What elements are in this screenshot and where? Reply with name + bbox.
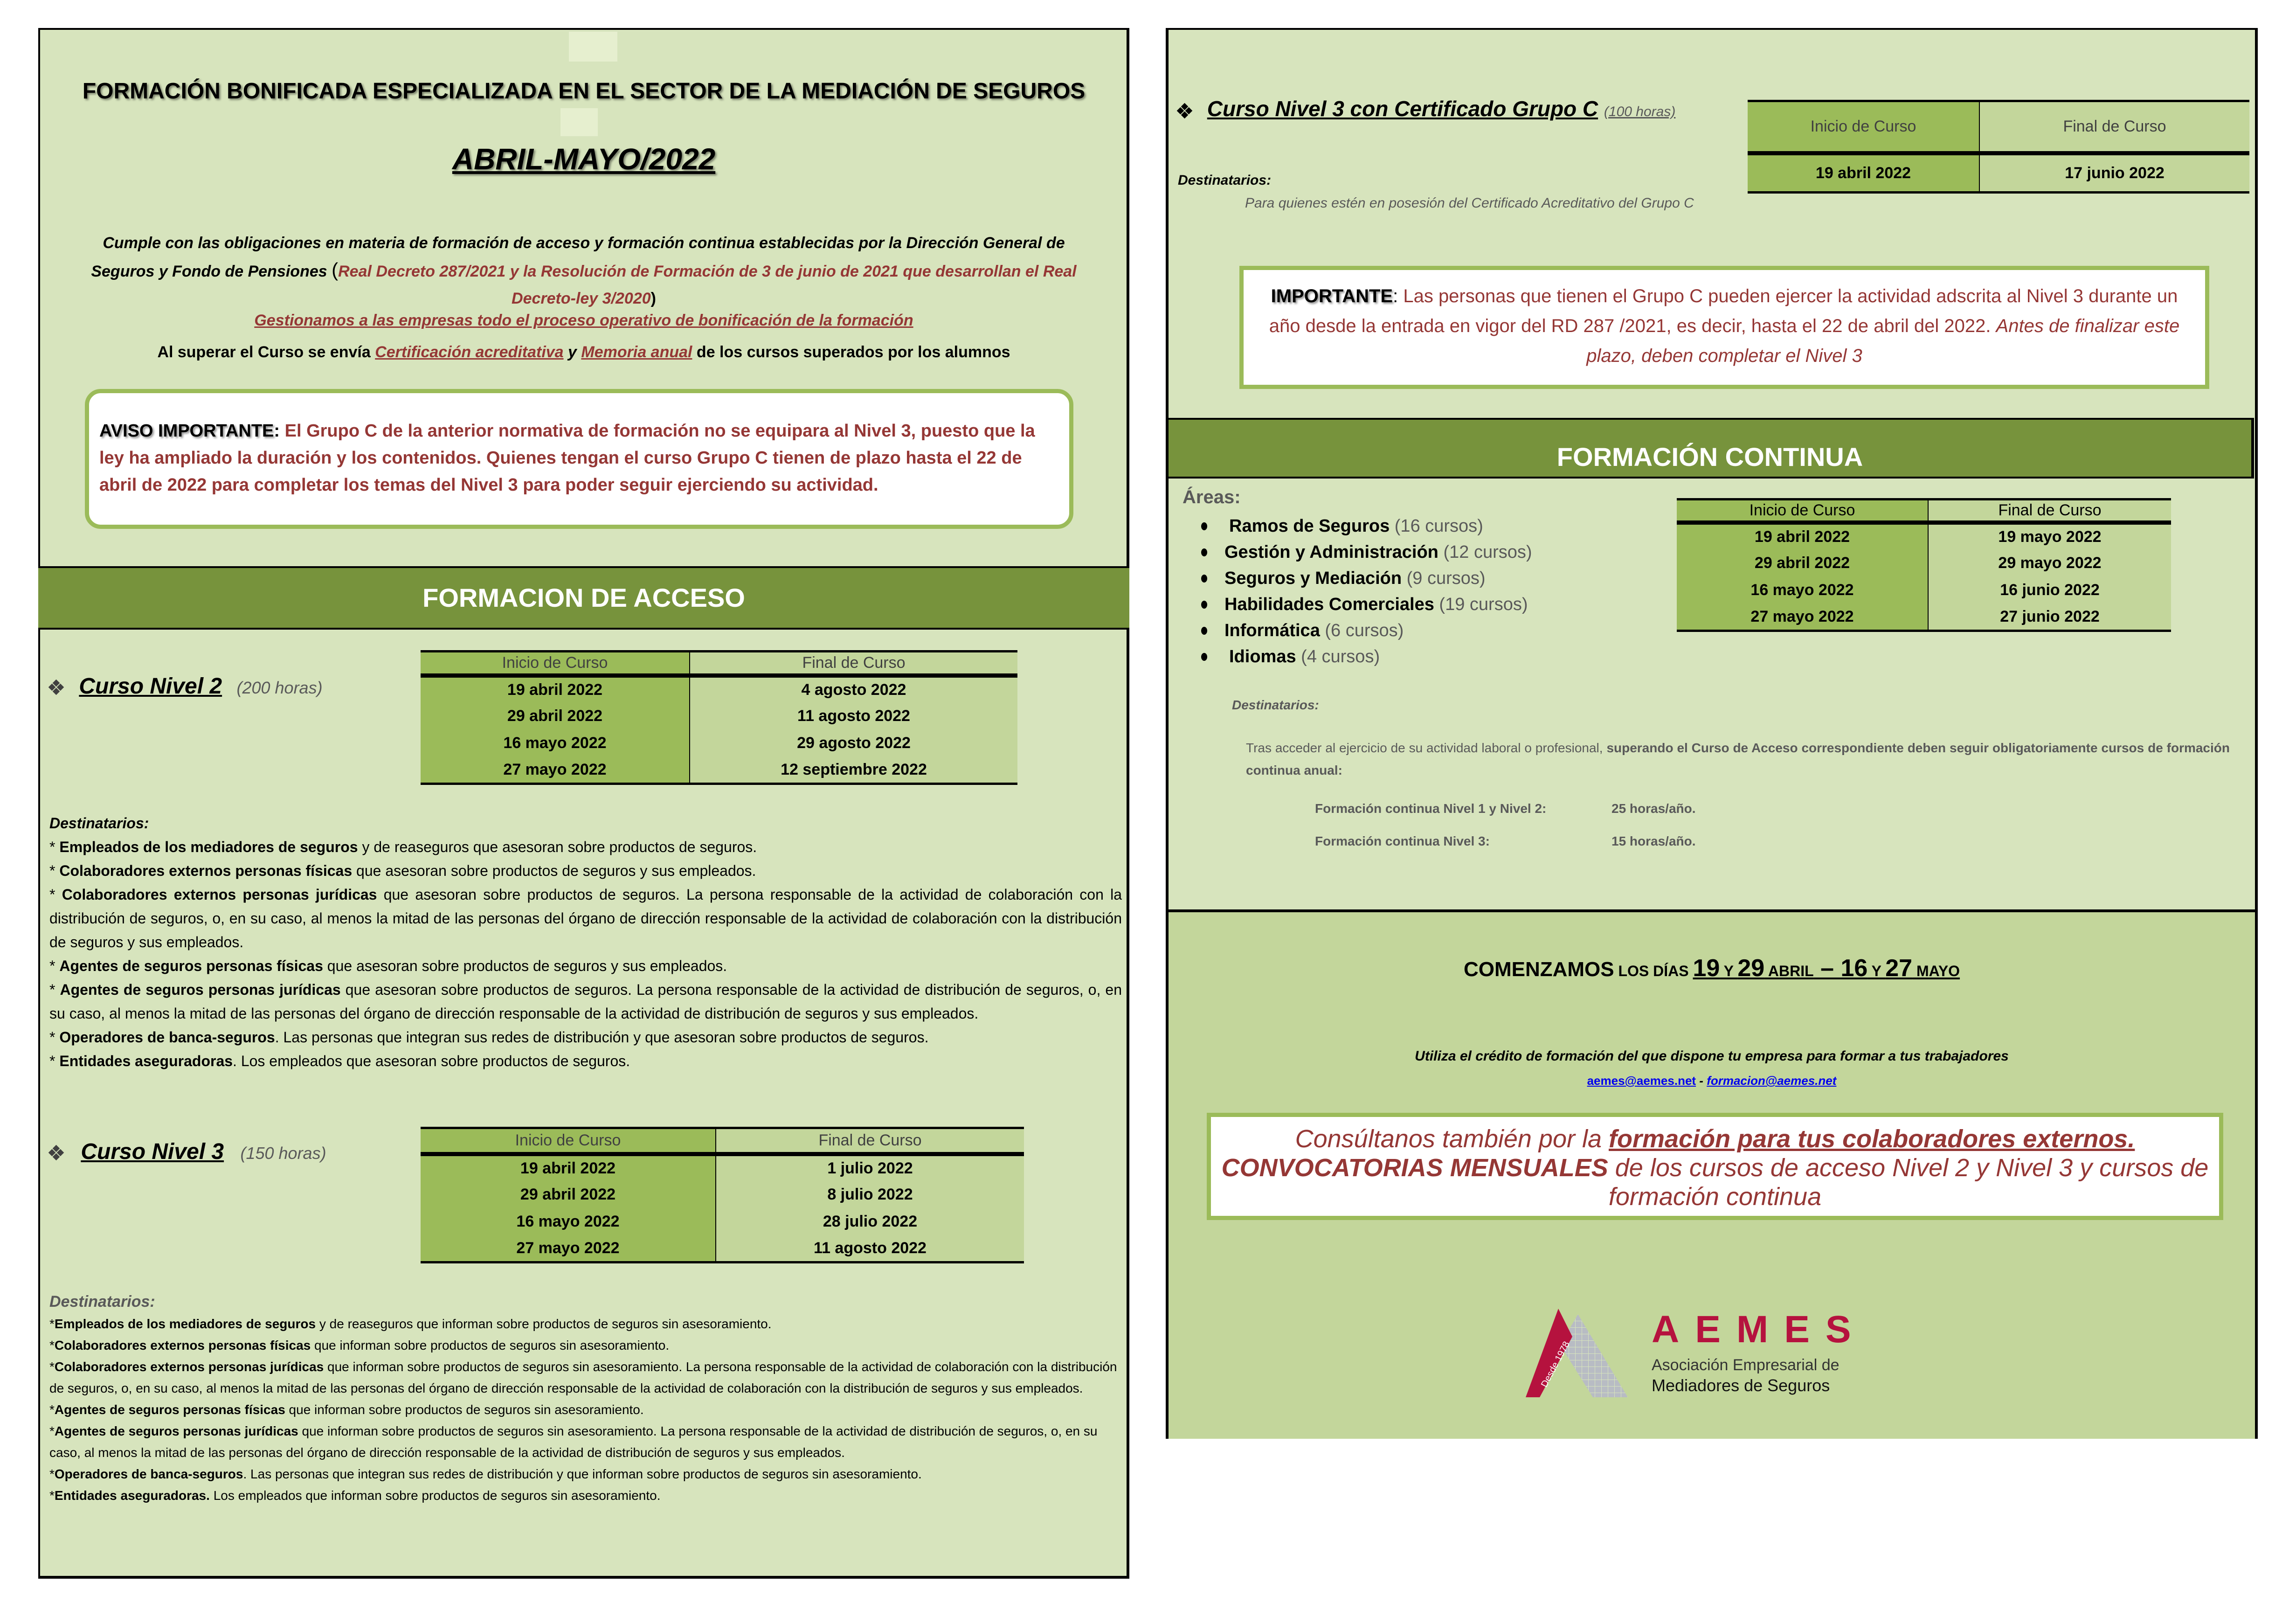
start-date: 19 abril 2022 [421, 1154, 716, 1181]
date-29: 29 [1737, 955, 1765, 982]
dest-prefix: * [49, 1029, 60, 1046]
date-16: 16 [1840, 955, 1868, 982]
dest-text: que informan sobre productos de seguros sin asesoramiento. [285, 1402, 644, 1417]
aviso-label: AVISO IMPORTANTE [99, 421, 274, 441]
consultanos-prefix: Consúltanos también por la [1295, 1125, 1609, 1153]
dest-text: que asesoran sobre productos de seguros. La persona responsable de la actividad de distribución de seguros, o, en su caso, al menos la mitad de las personas del órgano de dirección responsable de la actividad de distribución de seguros y sus empleados. [49, 981, 1122, 1022]
dest-item [49, 1463, 1122, 1485]
area-item [1192, 565, 1658, 591]
table-header-final: Final de Curso [1979, 101, 2249, 153]
dest-bold: Colaboradores externos personas jurídicas [54, 1359, 324, 1374]
importante-label: IMPORTANTE [1271, 286, 1393, 306]
area-item [1192, 539, 1658, 565]
dest-text: . Los empleados que asesoran sobre productos de seguros. [233, 1053, 630, 1069]
end-date: 29 mayo 2022 [1928, 550, 2171, 577]
end-date: 28 julio 2022 [716, 1208, 1024, 1235]
dest-bold: Colaboradores externos personas jurídicas [62, 886, 377, 903]
end-date: 11 agosto 2022 [690, 703, 1017, 730]
end-date: 17 junio 2022 [1979, 153, 2249, 193]
area-name: Seguros y Mediación [1224, 569, 1402, 588]
nivel3-heading [49, 1139, 326, 1165]
area-name: Informática [1224, 621, 1320, 640]
nivel2-hours: (200 horas) [236, 678, 323, 697]
dest-item [49, 835, 1122, 859]
dest-item [49, 1049, 1122, 1073]
los-dias: LOS DÍAS [1614, 963, 1693, 979]
end-date: 1 julio 2022 [716, 1154, 1024, 1181]
dest-bold: Empleados de los mediadores de seguros [59, 839, 358, 855]
aemes-logo [1523, 1308, 1915, 1401]
area-item [1192, 644, 1658, 670]
y-connector: Y [1720, 963, 1738, 979]
dest-text: que asesoran sobre productos de seguros y sus empleados. [352, 862, 756, 879]
dest-item [49, 1485, 1122, 1506]
dest-item [49, 883, 1122, 954]
logo-line1: Asociación Empresarial de [1652, 1356, 1840, 1374]
formacion-acceso-banner: FORMACION DE ACCESO [38, 566, 1129, 630]
table-header-final: Final de Curso [690, 652, 1017, 676]
area-name: Ramos de Seguros [1229, 516, 1390, 536]
dest-prefix: * [49, 1053, 60, 1069]
credito-line: Utiliza el crédito de formación del que dispone tu empresa para formar a tus trabajadores [1415, 1048, 2009, 1064]
grupo-c-destinatarios-label: Destinatarios: [1178, 173, 1272, 188]
dest-bold: Entidades aseguradoras. [54, 1488, 210, 1503]
end-date: 8 julio 2022 [716, 1181, 1024, 1208]
consultanos-box [1207, 1113, 2223, 1220]
continua-dest-text: Tras acceder al ejercicio de su actividad laboral o profesional, [1246, 741, 1607, 755]
dest-text: que asesoran sobre productos de seguros. La persona responsable de la actividad de colaboración con la distribución de seguros, o, en su caso, al menos la mitad de las personas del órgano de dirección responsable de la actividad de colaboración con la distribución de seguros y sus empleados. [49, 886, 1122, 950]
table-header-inicio: Inicio de Curso [421, 1128, 716, 1154]
dest-text: que informan sobre productos de seguros sin asesoramiento. La persona responsable de la actividad de distribución de seguros, o, en su caso, al menos la mitad de las personas del órgano de dirección responsable de la actividad de distribución de seguros y sus empleados. [49, 1424, 1098, 1460]
email-aemes-link[interactable]: aemes@aemes.net [1587, 1074, 1696, 1088]
dest-item [49, 1335, 1122, 1356]
logo-name: AEMES [1652, 1308, 1867, 1351]
area-count: (12 cursos) [1443, 542, 1532, 562]
table-row [421, 730, 1017, 757]
end-date: 27 junio 2022 [1928, 604, 2171, 631]
dash: – [1813, 955, 1841, 982]
intro-legal-ref-2: Decreto-ley 3/2020 [512, 290, 651, 307]
intro-paragraph [59, 229, 1109, 312]
end-date: 19 mayo 2022 [1928, 523, 2171, 550]
table-header-final: Final de Curso [716, 1128, 1024, 1154]
start-date: 19 abril 2022 [421, 676, 690, 703]
destinatarios-label: Destinatarios: [49, 815, 149, 832]
dest-prefix: * [49, 839, 60, 855]
area-name: Habilidades Comerciales [1224, 595, 1434, 614]
nivel2-destinatarios [49, 811, 1122, 1073]
table-row [421, 1154, 1024, 1181]
grupo-c-dates-table [1748, 100, 2249, 194]
right-panel [1166, 28, 2258, 1439]
table-header-final: Final de Curso [1928, 499, 2171, 523]
dest-item [49, 1313, 1122, 1335]
dest-bold: Agentes de seguros personas jurídicas [54, 1424, 298, 1438]
intro-legal-ref: Real Decreto 287/2021 y la Resolución de Formación de 3 de junio de 2021 que desarrollan el Real [338, 263, 1077, 280]
table-header-inicio: Inicio de Curso [1677, 499, 1928, 523]
dest-item [49, 1399, 1122, 1421]
logo-line2: Mediadores de Seguros [1652, 1376, 1830, 1395]
area-name: Gestión y Administración [1224, 542, 1438, 562]
dest-bold: Agentes de seguros personas físicas [59, 957, 323, 974]
dest-item [49, 1421, 1122, 1463]
nivel3-destinatarios [49, 1290, 1122, 1506]
table-row [1677, 577, 2171, 604]
aviso-importante-box [85, 389, 1073, 529]
dest-bold: Colaboradores externos personas físicas [54, 1338, 311, 1352]
dest-text: y de reaseguros que informan sobre productos de seguros sin asesoramiento. [316, 1317, 772, 1331]
start-date: 19 abril 2022 [1748, 153, 1979, 193]
dest-prefix: * [49, 1317, 55, 1331]
dest-text: que informan sobre productos de seguros sin asesoramiento. [311, 1338, 670, 1352]
aviso-text [99, 417, 1055, 499]
start-date: 29 abril 2022 [1677, 550, 1928, 577]
dest-bold: Agentes de seguros personas físicas [54, 1402, 285, 1417]
start-date: 29 abril 2022 [421, 703, 690, 730]
hours-value: 15 horas/año. [1611, 834, 1696, 848]
certificacion-link[interactable]: Certificación acreditativa [375, 343, 564, 361]
continua-dates-table [1677, 498, 2171, 632]
dest-prefix: * [49, 957, 60, 974]
continua-destinatarios-label: Destinatarios: [1232, 698, 1319, 712]
date-27: 27 [1885, 955, 1913, 982]
diamond-bullet-icon [49, 1146, 63, 1160]
area-item [1192, 513, 1658, 539]
start-date: 19 abril 2022 [1677, 523, 1928, 550]
dest-text: que asesoran sobre productos de seguros y sus empleados. [323, 957, 727, 974]
dest-bold: Operadores de banca-seguros [59, 1029, 275, 1046]
start-date: 16 mayo 2022 [421, 1208, 716, 1235]
dest-item [49, 978, 1122, 1026]
dest-bold: Colaboradores externos personas físicas [59, 862, 353, 879]
areas-list [1192, 513, 1658, 670]
y-connector: Y [1867, 963, 1886, 979]
period-title: ABRIL-MAYO/2022 [452, 142, 716, 176]
dest-bold: Entidades aseguradoras [59, 1053, 233, 1069]
email-formacion-link[interactable]: formacion@aemes.net [1707, 1074, 1837, 1088]
dest-text: . Las personas que integran sus redes de distribución y que informan sobre productos de seguros sin asesoramiento. [243, 1467, 922, 1481]
area-count: (9 cursos) [1406, 569, 1486, 588]
page-title: FORMACIÓN BONIFICADA ESPECIALIZADA EN EL SECTOR DE LA MEDIACIÓN DE SEGUROS [82, 79, 1086, 104]
table-row [421, 1208, 1024, 1235]
area-count: (19 cursos) [1439, 595, 1528, 614]
hours-row [1315, 834, 1696, 849]
dest-item [49, 1026, 1122, 1049]
emails-line [1169, 1074, 2255, 1088]
dest-bold: Operadores de banca-seguros [54, 1467, 243, 1481]
start-date: 29 abril 2022 [421, 1181, 716, 1208]
dest-prefix: * [49, 1402, 55, 1417]
dest-bold: Empleados de los mediadores de seguros [54, 1317, 316, 1331]
hours-row [1315, 801, 1696, 816]
start-date: 27 mayo 2022 [421, 757, 690, 784]
formacion-continua-banner: FORMACIÓN CONTINUA [1169, 418, 2254, 479]
decorative-square [560, 108, 598, 136]
dest-prefix: * [49, 981, 60, 998]
diamond-bullet-icon [49, 680, 63, 694]
areas-label: Áreas: [1183, 487, 1241, 507]
table-header-inicio: Inicio de Curso [1748, 101, 1979, 153]
table-row [421, 757, 1017, 784]
area-count: (6 cursos) [1325, 621, 1404, 640]
aemes-logo-mark [1523, 1308, 1635, 1401]
end-date: 29 agosto 2022 [690, 730, 1017, 757]
date-19: 19 [1693, 955, 1720, 982]
area-item [1192, 617, 1658, 644]
dest-prefix: * [49, 1488, 55, 1503]
aviso-body: El Grupo C de la anterior normativa de formación no se equipara al Nivel 3, puesto que la ley ha ampliado la duración y los contenidos. Quienes tengan el curso Grupo C tienen de plazo hasta el 22 de abril de 2022 para completar los temas del Nivel 3 para poder seguir ejerciendo su actividad. [99, 421, 1035, 495]
dest-bold: Agentes de seguros personas jurídicas [60, 981, 341, 998]
gestionamos-link[interactable]: Gestionamos a las empresas todo el proceso operativo de bonificación de la formación [254, 312, 913, 329]
table-row [1748, 153, 2249, 193]
table-row [1677, 604, 2171, 631]
start-date: 16 mayo 2022 [421, 730, 690, 757]
consultanos-text [1216, 1124, 2214, 1211]
area-count: (4 cursos) [1301, 647, 1380, 666]
table-row [1677, 523, 2171, 550]
continua-dest-bold: superando el Curso de Acceso correspondiente deben seguir obligatoriamente cursos de formación continua anual: [1246, 741, 2230, 777]
cert-and: y [563, 343, 581, 361]
dest-text: y de reaseguros que asesoran sobre productos de seguros. [358, 839, 757, 855]
area-item [1192, 591, 1658, 617]
comenzamos-line [1169, 954, 2255, 982]
cert-suffix: de los cursos superados por los alumnos [692, 343, 1010, 361]
dest-text: Los empleados que informan sobre productos de seguros sin asesoramiento. [209, 1488, 661, 1503]
dest-prefix: * [49, 886, 62, 903]
left-panel [38, 28, 1129, 1579]
destinatarios-label: Destinatarios: [49, 1293, 155, 1311]
dest-item [49, 1356, 1122, 1399]
dest-item [49, 859, 1122, 883]
grupo-c-destinatarios-text: Para quienes estén en posesión del Certificado Acreditativo del Grupo C [1245, 195, 1694, 211]
nivel2-dates-table [421, 650, 1017, 785]
start-date: 16 mayo 2022 [1677, 577, 1928, 604]
email-separator: - [1696, 1074, 1707, 1088]
table-row [421, 676, 1017, 703]
grupo-c-hours: (100 horas) [1604, 104, 1676, 119]
intro-paren-open: ( [332, 259, 339, 281]
end-date: 16 junio 2022 [1928, 577, 2171, 604]
nivel3-dates-table [421, 1127, 1024, 1263]
cert-prefix: Al superar el Curso se envía [157, 343, 375, 361]
grupo-c-heading [1178, 96, 1675, 121]
importante-colon: : [1393, 286, 1398, 306]
dest-text: . Las personas que integran sus redes de distribución y que asesoran sobre productos de seguros. [275, 1029, 929, 1046]
comenzamos: COMENZAMOS [1463, 958, 1614, 981]
start-date: 27 mayo 2022 [1677, 604, 1928, 631]
table-row [421, 1235, 1024, 1262]
dest-prefix: * [49, 1424, 55, 1438]
table-row [1677, 550, 2171, 577]
dest-prefix: * [49, 1338, 55, 1352]
end-date: 12 septiembre 2022 [690, 757, 1017, 784]
dest-text: que informan sobre productos de seguros sin asesoramiento. La persona responsable de la actividad de colaboración con la distribución de seguros, o, en su caso, al menos la mitad de las personas del órgano de dirección responsable de la actividad de colaboración con la distribución de seguros y sus empleados. [49, 1359, 1117, 1395]
start-date: 27 mayo 2022 [421, 1235, 716, 1262]
memoria-link[interactable]: Memoria anual [581, 343, 692, 361]
dest-prefix: * [49, 862, 60, 879]
area-name: Idiomas [1229, 647, 1296, 666]
end-date: 11 agosto 2022 [716, 1235, 1024, 1262]
intro-line1: Cumple con las obligaciones en materia de formación de acceso y formación continua establecidas por la Dirección General de [103, 234, 1065, 252]
table-header-inicio: Inicio de Curso [421, 652, 690, 676]
dest-prefix: * [49, 1359, 55, 1374]
nivel3-hours: (150 horas) [240, 1144, 326, 1163]
nivel2-title: Curso Nivel 2 [79, 674, 222, 699]
importante-italic: Antes de finalizar este plazo, deben completar el Nivel 3 [1586, 316, 2180, 366]
importante-body: Las personas que tienen el Grupo C pueden ejercer la actividad adscrita al Nivel 3 durante un año desde la entrada en vigor del RD 287 /2021, es decir, hasta el 22 de abril del 2022. [1269, 286, 2178, 336]
start-dates [1693, 955, 1960, 982]
month-abril: ABRIL [1764, 963, 1814, 979]
table-row [421, 703, 1017, 730]
grupo-c-title: Curso Nivel 3 con Certificado Grupo C [1207, 97, 1598, 121]
dest-prefix: * [49, 1467, 55, 1481]
importante-text [1253, 281, 2196, 371]
month-mayo: MAYO [1912, 963, 1960, 979]
decorative-square [569, 32, 617, 62]
dest-item [49, 954, 1122, 978]
convocatorias-text: de los cursos de acceso Nivel 2 y Nivel 3 y cursos de formación continua [1608, 1154, 2209, 1211]
hours-label: Formación continua Nivel 3: [1315, 834, 1490, 848]
diamond-bullet-icon [1178, 104, 1192, 118]
aviso-colon: : [274, 421, 280, 441]
hours-label: Formación continua Nivel 1 y Nivel 2: [1315, 801, 1547, 816]
importante-box [1239, 266, 2209, 389]
end-date: 4 agosto 2022 [690, 676, 1017, 703]
convocatorias-bold: CONVOCATORIAS MENSUALES [1221, 1154, 1608, 1182]
hours-value: 25 horas/año. [1611, 801, 1696, 816]
nivel3-title: Curso Nivel 3 [81, 1139, 224, 1164]
colaboradores-link[interactable]: formación para tus colaboradores externos. [1609, 1125, 2135, 1153]
area-count: (16 cursos) [1394, 516, 1483, 536]
intro-paren-close: ) [650, 290, 656, 307]
intro-line2: Seguros y Fondo de Pensiones [91, 263, 327, 280]
logo-since: Desde 1978 [1539, 1339, 1572, 1389]
nivel2-heading [49, 673, 323, 699]
continua-destinatarios-text [1246, 737, 2230, 782]
certification-line [40, 343, 1127, 361]
table-row [421, 1181, 1024, 1208]
